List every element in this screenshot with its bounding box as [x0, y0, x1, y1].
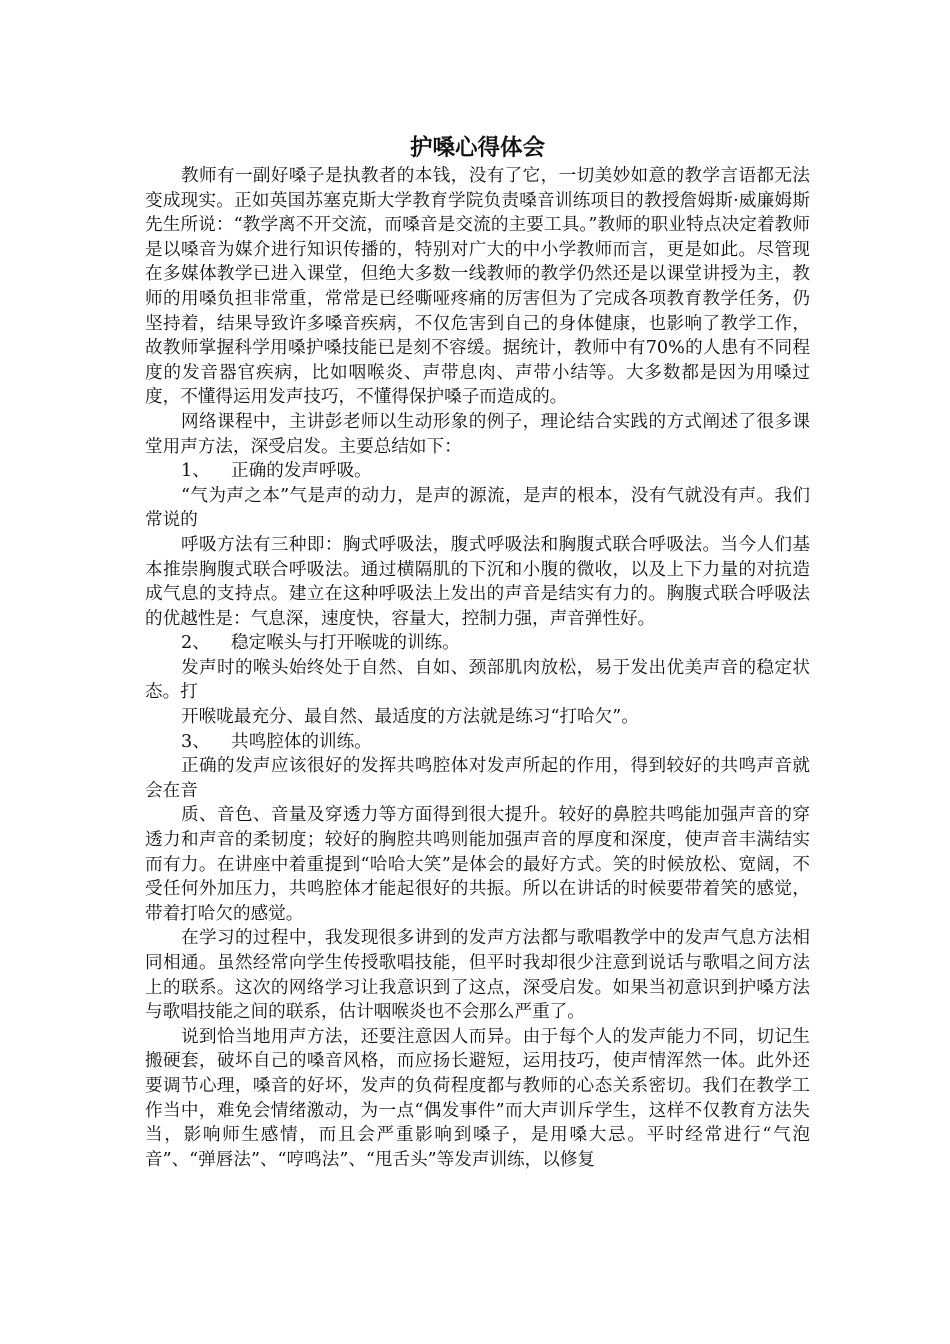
section-heading-1 — [145, 459, 810, 484]
section-number-2: 2、 — [181, 633, 210, 654]
section-heading-2 — [145, 631, 810, 656]
section-title-1: 正确的发声呼吸。 — [231, 461, 372, 482]
section1-paragraph-2: 呼吸方法有三种即：胸式呼吸法，腹式呼吸法和胸腹式联合呼吸法。当今人们基本推崇胸腹式联合呼吸法。通过横隔肌的下沉和小腹的微收，以及上下力量的对抗造成气息的支持点。建立在这种呼吸法上发出的声音是结实有力的。胸腹式联合呼吸法的优越性是：气息深，速度快，容量大，控制力强，声音弹性好。 — [145, 534, 810, 629]
paragraph-intro: 教师有一副好嗓子是执教者的本钱，没有了它，一切美妙如意的教学言语都无法变成现实。正如英国苏塞克斯大学教育学院负责嗓音训练项目的教授詹姆斯·威廉姆斯先生所说：“教学离不开交流，而嗓音是交流的主要工具。”教师的职业特点决定着教师是以嗓音为媒介进行知识传播的，特别对广大的中小学教师而言，更是如此。尽管现在多媒体教学已进入课堂，但绝大多数一线教师的教学仍然还是以课堂讲授为主，教师的用嗓负担非常重，常常是已经嘶哑疼痛的厉害但为了完成各项教育教学任务，仍坚持着，结果导致许多嗓音疾病，不仅危害到自己的身体健康，也影响了教学工作，故教师掌握科学用嗓护嗓技能已是刻不容缓。据统计，教师中有70%的人患有不同程度的发音器官疾病，比如咽喉炎、声带息肉、声带小结等。大多数都是因为用嗓过度，不懂得运用发声技巧，不懂得保护嗓子而造成的。 — [145, 166, 810, 408]
section2-paragraph-2: 开喉咙最充分、最自然、最适度的方法就是练习“打哈欠”。 — [181, 707, 639, 728]
document-page — [145, 128, 810, 1172]
paragraph-course-summary: 网络课程中，主讲彭老师以生动形象的例子，理论结合实践的方式阐述了很多课堂用声方法，深受启发。主要总结如下： — [145, 411, 810, 457]
paragraph-learning-reflection: 在学习的过程中，我发现很多讲到的发声方法都与歌唱教学中的发声气息方法相同相通。虽然经常向学生传授歌唱技能，但平时我却很少注意到说话与歌唱之间方法上的联系。这次的网络学习让我意识到了这点，深受启发。如果当初意识到护嗓方法与歌唱技能之间的联系，估计咽喉炎也不会那么严重了。 — [145, 928, 810, 1023]
section-number-3: 3、 — [181, 731, 210, 752]
section-title-2: 稳定喉头与打开喉咙的训练。 — [231, 633, 460, 654]
section-number-1: 1、 — [181, 461, 210, 482]
section-title-3: 共鸣腔体的训练。 — [231, 731, 372, 752]
paragraph-voice-usage: 说到恰当地用声方法，还要注意因人而异。由于每个人的发声能力不同，切记生搬硬套，破坏自己的嗓音风格，而应扬长避短，运用技巧，使声情浑然一体。此外还要调节心理，嗓音的好坏，发声的负荷程度都与教师的心态关系密切。我们在教学工作当中，难免会情绪激动，为一点“偶发事件”而大声训斥学生，这样不仅教育方法失当，影响师生感情，而且会严重影响到嗓子，是用嗓大忌。平时经常进行“气泡音”、“弹唇法”、“哼鸣法”、“甩舌头”等发声训练，以修复 — [145, 1026, 810, 1170]
section3-paragraph-1: 正确的发声应该很好的发挥共鸣腔体对发声所起的作用，得到较好的共鸣声音就会在音 — [145, 756, 810, 801]
section-heading-3 — [145, 730, 810, 755]
section3-paragraph-2: 质、音色、音量及穿透力等方面得到很大提升。较好的鼻腔共鸣能加强声音的穿透力和声音的柔韧度；较好的胸腔共鸣则能加强声音的厚度和深度，使声音丰满结实而有力。在讲座中着重提到“哈哈大笑”是体会的最好方式。笑的时候放松、宽阔，不受任何外加压力，共鸣腔体才能起很好的共振。所以在讲话的时候要带着笑的感觉，带着打哈欠的感觉。 — [145, 805, 810, 924]
document-title: 护嗓心得体会 — [409, 135, 545, 161]
section2-paragraph-1: 发声时的喉头始终处于自然、自如、颈部肌肉放松，易于发出优美声音的稳定状态。打 — [145, 657, 810, 703]
section1-paragraph-1: “气为声之本”气是声的动力，是声的源流，是声的根本，没有气就没有声。我们常说的 — [145, 485, 810, 531]
